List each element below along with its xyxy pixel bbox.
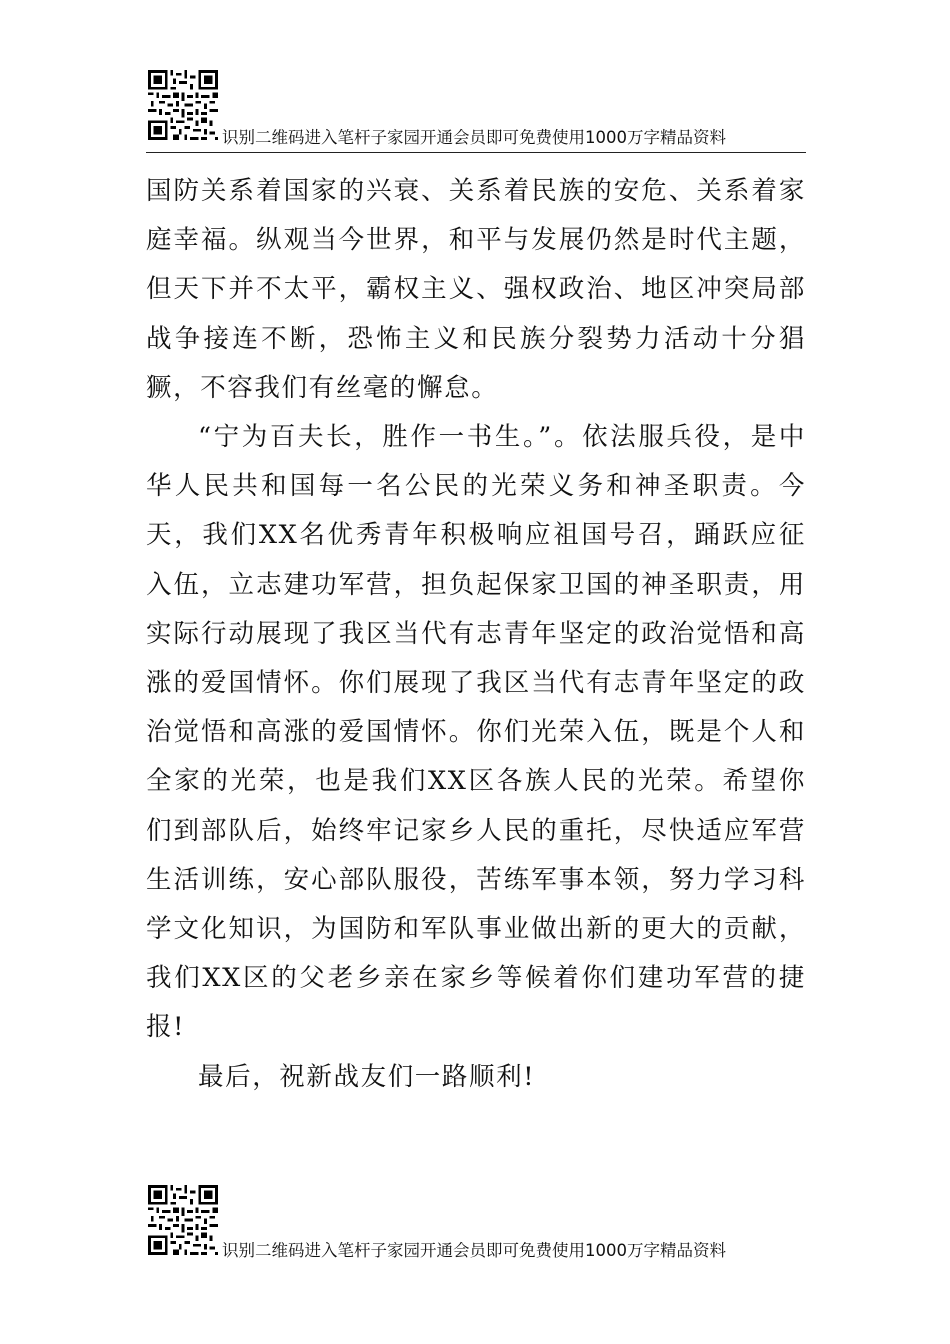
page-header <box>146 70 806 156</box>
footer-promo-text: 识别二维码进入笔杆子家园开通会员即可免费使用1000万字精品资料 <box>222 1241 726 1260</box>
paragraph: “宁为百夫长，胜作一书生。”。依法服兵役，是中华人民共和国每一名公民的光荣义务和神圣职责。今天，我们XX名优秀青年积极响应祖国号召，踊跃应征入伍，立志建功军营，担负起保家卫国的神圣职责，用实际行动展现了我区当代有志青年坚定的政治觉悟和高涨的爱国情怀。你们展现了我区当代有志青年坚定的政治觉悟和高涨的爱国情怀。你们光荣入伍，既是个人和全家的光荣，也是我们XX区各族人民的光荣。希望你们到部队后，始终牢记家乡人民的重托，尽快适应军营生活训练，安心部队服役，苦练军事本领，努力学习科学文化知识，为国防和军队事业做出新的更大的贡献，我们XX区的父老乡亲在家乡等候着你们建功军营的捷报! <box>146 422 806 1043</box>
page-footer <box>146 1185 806 1265</box>
header-promo-text: 识别二维码进入笔杆子家园开通会员即可免费使用1000万字精品资料 <box>222 128 726 147</box>
qr-code-icon[interactable] <box>146 1185 220 1255</box>
header-divider <box>146 152 806 153</box>
paragraph: 最后，祝新战友们一路顺利! <box>198 1061 536 1092</box>
paragraph: 国防关系着国家的兴衰、关系着民族的安危、关系着家庭幸福。纵观当今世界，和平与发展仍然是时代主题，但天下并不太平，霸权主义、强权政治、地区冲突局部战争接连不断，恐怖主义和民族分裂势力活动十分猖獗，不容我们有丝毫的懈怠。 <box>146 176 806 403</box>
document-body <box>146 167 806 1102</box>
qr-code-icon[interactable] <box>146 70 220 140</box>
